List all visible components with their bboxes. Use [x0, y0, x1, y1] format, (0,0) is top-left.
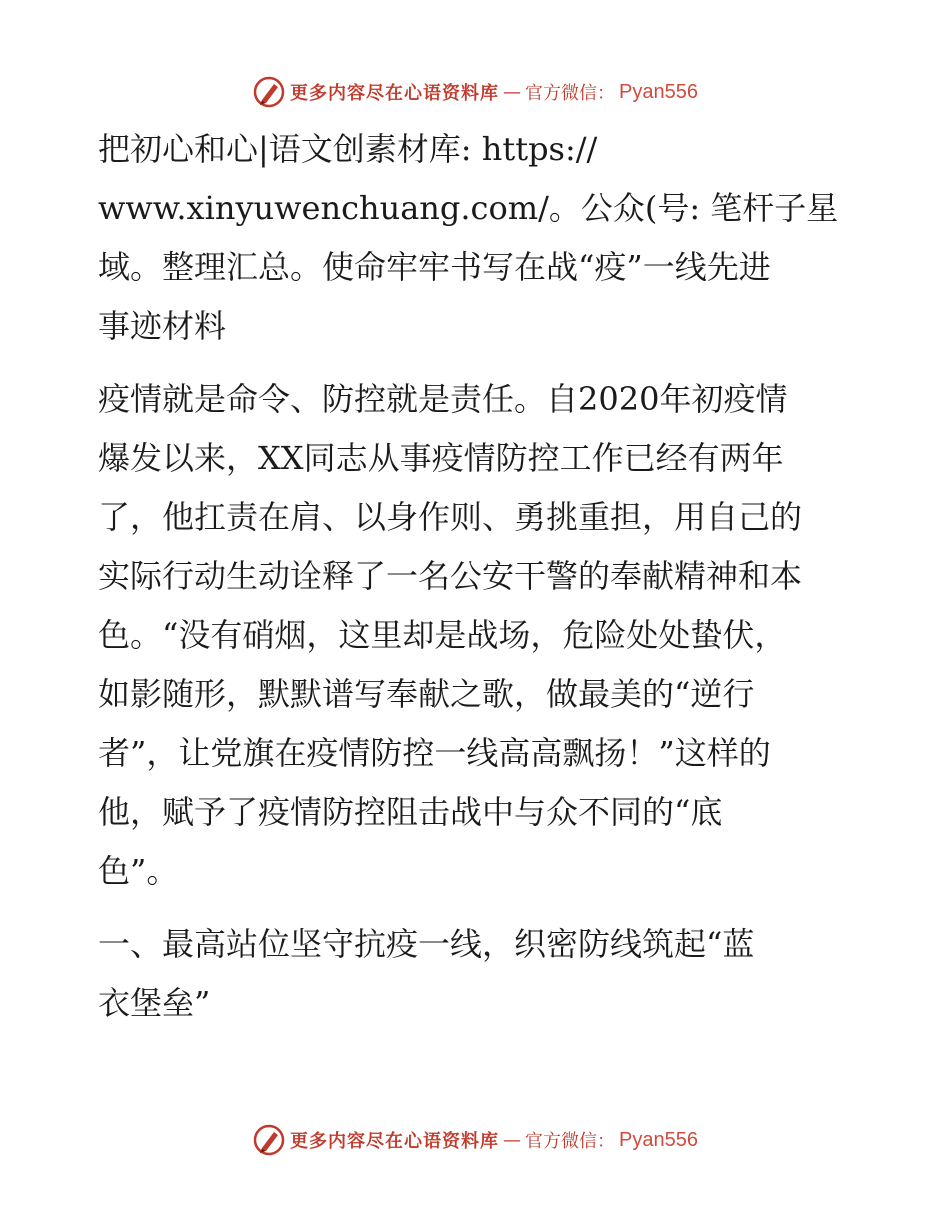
watermark-separator: —	[503, 81, 522, 103]
watermark-text: 更多内容尽在心语资料库	[290, 83, 500, 104]
watermark-wechat-label: 官方微信：	[525, 83, 616, 104]
pen-logo-icon	[252, 1123, 286, 1157]
watermark-wechat-id: Pyan556	[619, 1128, 698, 1151]
document-body	[98, 120, 858, 1033]
intro-paragraph: 把初心和心|语文创素材库: https:// www.xinyuwenchuang.com/。公众(号: 笔杆子星 域。整理汇总。使命牢牢书写在战“疫”一线先进 事迹材料	[98, 130, 839, 345]
watermark-wechat-label: 官方微信：	[525, 1131, 616, 1152]
watermark-wechat-id: Pyan556	[619, 80, 698, 103]
footer-watermark	[0, 1120, 950, 1160]
header-watermark	[0, 72, 950, 112]
section-heading: 一、最高站位坚守抗疫一线，织密防线筑起“蓝 衣堡垒”	[98, 925, 755, 1022]
body-paragraph: 疫情就是命令、防控就是责任。自2020年初疫情 爆发以来，XX同志从事疫情防控工作已经有两年 了，他扛责在肩、以身作则、勇挑重担，用自己的 实际行动生动诠释了一名公安干警的奉献精神和本 色。“没有硝烟，这里却是战场，危险处处蛰伏， 如影随形，默默谱写奉献之歌，做最美的“逆行 者”，让党旗在疫情防控一线高高飘扬！”这样的 他，赋予了疫情防控阻击战中与众不同的“底 色”。	[98, 380, 803, 890]
watermark-text: 更多内容尽在心语资料库	[290, 1131, 500, 1152]
pen-logo-icon	[252, 75, 286, 109]
watermark-separator: —	[503, 1129, 522, 1151]
